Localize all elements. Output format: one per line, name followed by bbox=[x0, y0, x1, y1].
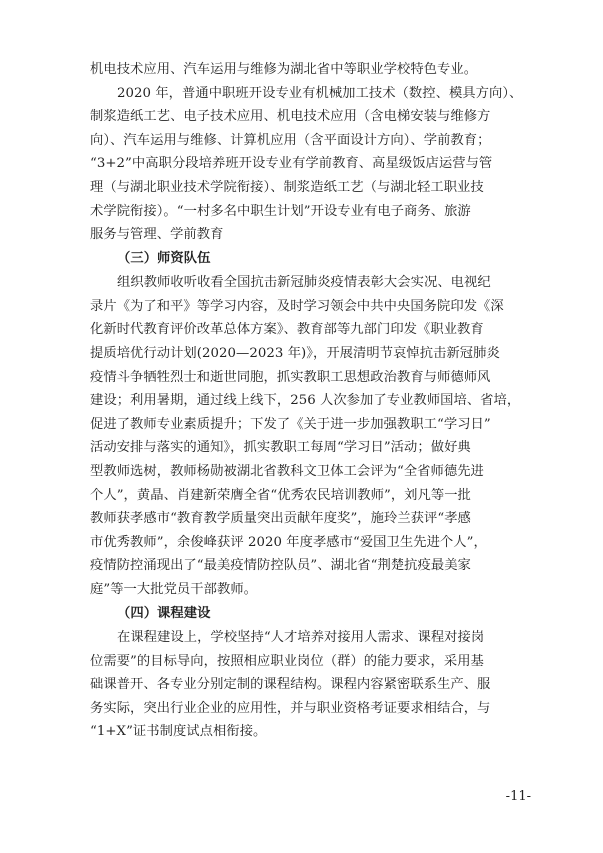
paragraph-line: 化新时代教育评价改革总体方案》、教育部等九部门印发《职业教育 bbox=[90, 322, 484, 338]
document-body bbox=[90, 58, 523, 744]
paragraph-line: 建设；利用暑期，通过线上线下，256 人次参加了专业教师国培、省培， bbox=[90, 393, 521, 409]
paragraph-line: 市优秀教师”，余俊峰获评 2020 年度孝感市“爱国卫生先进个人”， bbox=[90, 534, 487, 550]
paragraph-line: 机电技术应用、汽车运用与维修为湖北省中等职业学校特色专业。 bbox=[90, 62, 478, 77]
paragraph-line: 个人”，黄晶、肖建新荣膺全省“优秀农民培训教师”，刘凡等一批 bbox=[90, 487, 471, 503]
paragraph-line: 活动安排与落实的通知》，抓实教职工每周“学习日”活动；做好典 bbox=[90, 440, 471, 456]
page-number: -11- bbox=[505, 789, 531, 804]
paragraph-line: “3+2”中高职分段培养班开设专业有学前教育、高星级饭店运营与管 bbox=[90, 156, 493, 172]
paragraph-line: 术学院衔接）。“一村多名中职生计划”开设专业有电子商务、旅游 bbox=[90, 203, 471, 219]
paragraph-line: 教师获孝感市“教育教学质量突出贡献年度奖”，施玲兰获评“孝感 bbox=[90, 511, 471, 527]
paragraph-line: 位需要”的目标导向，按照相应职业岗位（群）的能力要求，采用基 bbox=[90, 653, 484, 669]
paragraph-line: 疫情斗争牺牲烈士和逝世同胞，抓实教职工思想政治教育与师德师风 bbox=[90, 369, 491, 385]
paragraph-line: 2020 年，普通中职班开设专业有机械加工技术（数控、模具方向）、 bbox=[117, 85, 523, 101]
paragraph-line: 服务与管理、学前教育 bbox=[90, 227, 224, 243]
paragraph-line: 促进了教师专业素质提升；下发了《关于进一步加强教职工“学习日” bbox=[90, 416, 491, 432]
paragraph-line: 向）、汽车运用与维修、计算机应用（含平面设计方向）、学前教育； bbox=[90, 132, 491, 148]
paragraph-line: 理（与湖北职业技术学院衔接）、制浆造纸工艺（与湖北轻工职业技 bbox=[90, 179, 484, 195]
paragraph-line: 组织教师收听收看全国抗击新冠肺炎疫情表彰大会实况、电视纪 bbox=[117, 275, 491, 291]
paragraph-line: 提质培优行动计划(2020—2023 年)》，开展清明节哀悼抗击新冠肺炎 bbox=[90, 346, 500, 362]
paragraph-line: 录片《为了和平》等学习内容，及时学习领会中共中央国务院印发《深 bbox=[90, 298, 504, 314]
paragraph-line: 务实际，突出行业企业的应用性，并与职业资格考证要求相结合，与 bbox=[90, 700, 491, 716]
paragraph-line: “1+X”证书制度试点相衔接。 bbox=[90, 724, 267, 740]
section-heading: （三）师资队伍 bbox=[117, 250, 211, 266]
paragraph-line: 庭”等一大批党员干部教师。 bbox=[90, 581, 258, 597]
paragraph-line: 制浆造纸工艺、电子技术应用、机电技术应用（含电梯安装与维修方 bbox=[90, 109, 491, 125]
paragraph-line: 疫情防控涌现出了“最美疫情防控队员”、湖北省“荆楚抗疫最美家 bbox=[90, 558, 471, 574]
paragraph-line: 型教师选树，教师杨勋被湖北省教科文卫体工会评为“全省师德先进 bbox=[90, 464, 484, 479]
section-heading: （四）课程建设 bbox=[117, 605, 211, 621]
paragraph-line: 础课普开、各专业分别定制的课程结构。课程内容紧密联系生产、服 bbox=[90, 677, 491, 693]
paragraph-line: 在课程建设上，学校坚持“人才培养对接用人需求、课程对接岗 bbox=[117, 630, 485, 646]
